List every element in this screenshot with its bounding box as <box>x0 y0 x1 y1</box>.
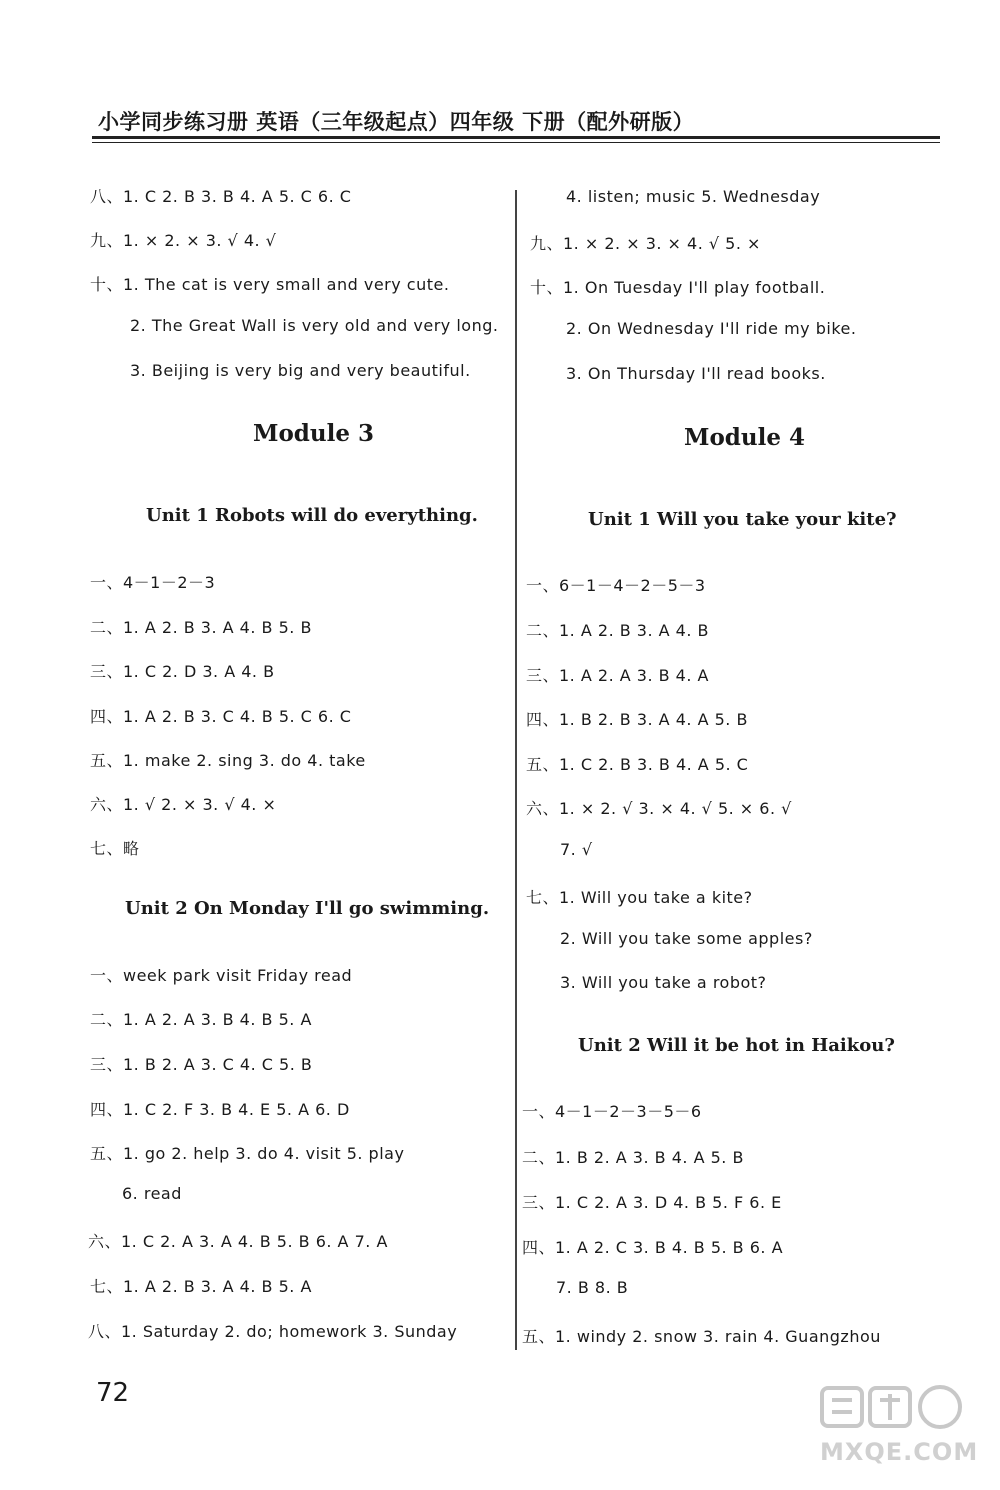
answer-line: 2. Will you take some apples? <box>560 929 813 948</box>
answer-line: 2. On Wednesday I'll ride my bike. <box>566 319 857 338</box>
answer-line: 3. On Thursday I'll read books. <box>566 364 826 383</box>
answer-line: 四、1. A 2. C 3. B 4. B 5. B 6. A <box>522 1238 784 1257</box>
header-title: 小学同步练习册 英语（三年级起点）四年级 下册（配外研版） <box>98 110 695 134</box>
answer-line: 6. read <box>122 1184 182 1203</box>
answer-line: 二、1. A 2. A 3. B 4. B 5. A <box>90 1010 312 1029</box>
answer-line: 7. B 8. B <box>556 1278 629 1297</box>
watermark-logo <box>812 1380 982 1480</box>
unit-title: Unit 1 Robots will do everything. <box>146 505 478 526</box>
answer-line: 九、1. × 2. × 3. × 4. √ 5. × <box>530 234 761 253</box>
answer-line: 3. Will you take a robot? <box>560 973 767 992</box>
answer-line: 六、1. √ 2. × 3. √ 4. × <box>90 795 277 814</box>
answer-line: 一、4－1－2－3－5－6 <box>522 1102 702 1121</box>
answer-line: 十、1. On Tuesday I'll play football. <box>530 278 826 297</box>
answer-line: 八、1. Saturday 2. do; homework 3. Sunday <box>88 1322 458 1341</box>
answer-line: 四、1. A 2. B 3. C 4. B 5. C 6. C <box>90 707 352 726</box>
answer-line: 三、1. C 2. D 3. A 4. B <box>90 662 275 681</box>
answer-line: 二、1. B 2. A 3. B 4. A 5. B <box>522 1148 744 1167</box>
answer-line: 七、1. A 2. B 3. A 4. B 5. A <box>90 1277 312 1296</box>
answer-line: 七、1. Will you take a kite? <box>526 888 753 907</box>
answer-line: 十、1. The cat is very small and very cute. <box>90 275 450 294</box>
answer-line: 一、week park visit Friday read <box>90 966 353 985</box>
answer-line: 五、1. go 2. help 3. do 4. visit 5. play <box>90 1144 405 1163</box>
unit-title: Unit 2 Will it be hot in Haikou? <box>578 1035 895 1056</box>
watermark-text: MXQE.COM <box>820 1438 979 1466</box>
answer-line: 四、1. B 2. B 3. A 4. A 5. B <box>526 710 748 729</box>
answer-line: 三、1. A 2. A 3. B 4. A <box>526 666 709 685</box>
answer-line: 五、1. C 2. B 3. B 4. A 5. C <box>526 755 749 774</box>
answer-line: 三、1. B 2. A 3. C 4. C 5. B <box>90 1055 313 1074</box>
answer-line: 2. The Great Wall is very old and very long. <box>130 316 499 335</box>
answer-line: 九、1. × 2. × 3. √ 4. √ <box>90 231 277 250</box>
answer-line: 二、1. A 2. B 3. A 4. B 5. B <box>90 618 312 637</box>
answer-line: 六、1. C 2. A 3. A 4. B 5. B 6. A 7. A <box>88 1232 388 1251</box>
unit-title: Unit 2 On Monday I'll go swimming. <box>125 898 490 919</box>
answer-line: 一、6－1－4－2－5－3 <box>526 576 706 595</box>
answer-line: 五、1. windy 2. snow 3. rain 4. Guangzhou <box>522 1327 881 1346</box>
answer-line: 4. listen; music 5. Wednesday <box>566 187 821 206</box>
answer-line: 七、略 <box>90 839 140 858</box>
module-title: Module 4 <box>684 424 805 451</box>
answer-line: 四、1. C 2. F 3. B 4. E 5. A 6. D <box>90 1100 350 1119</box>
answer-line: 八、1. C 2. B 3. B 4. A 5. C 6. C <box>90 187 352 206</box>
module-title: Module 3 <box>253 420 374 447</box>
answer-line: 7. √ <box>560 840 593 859</box>
answer-line: 二、1. A 2. B 3. A 4. B <box>526 621 710 640</box>
answer-line: 五、1. make 2. sing 3. do 4. take <box>90 751 366 770</box>
answer-line: 三、1. C 2. A 3. D 4. B 5. F 6. E <box>522 1193 782 1212</box>
unit-title: Unit 1 Will you take your kite? <box>588 509 897 530</box>
answer-line: 3. Beijing is very big and very beautiful. <box>130 361 471 380</box>
answer-line: 一、4－1－2－3 <box>90 573 216 592</box>
answer-line: 六、1. × 2. √ 3. × 4. √ 5. × 6. √ <box>526 799 792 818</box>
page-number: 72 <box>96 1378 130 1408</box>
